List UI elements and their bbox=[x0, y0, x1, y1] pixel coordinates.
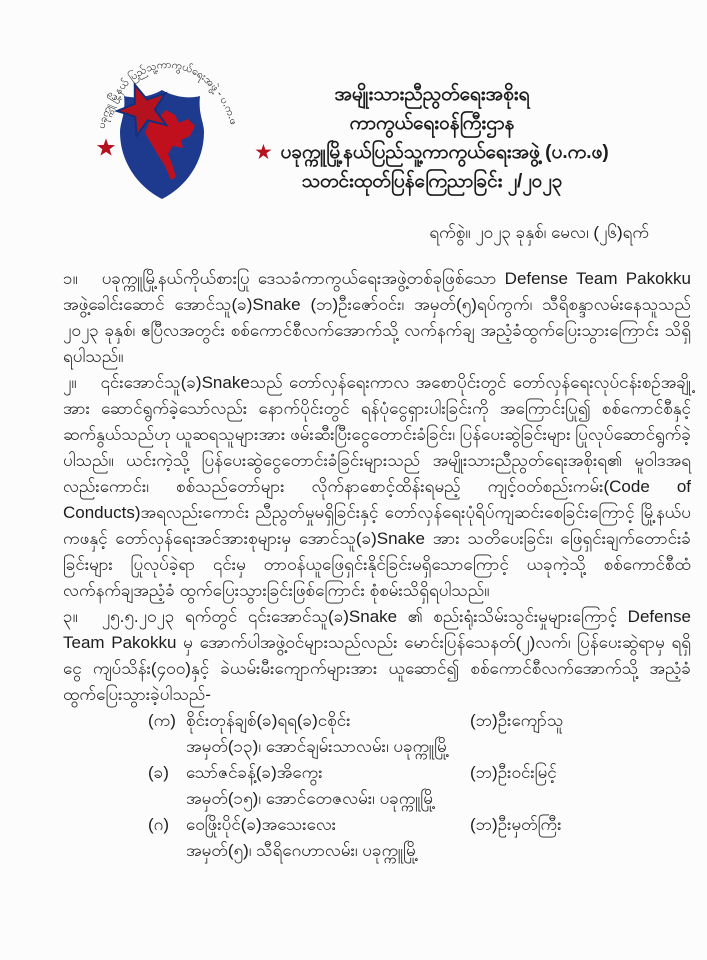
org-title: အမျိုးသားညီညွတ်ရေးအစိုးရ bbox=[334, 84, 530, 105]
body-text bbox=[63, 266, 691, 864]
statement-title: သတင်းထုတ်ပြန်ကြေညာခြင်း ၂/၂၀၂၃ bbox=[301, 171, 563, 192]
member-row-3 bbox=[148, 812, 691, 864]
member-3-name: ဝေဖြိုးပိုင်(ခ)အသေးလေး bbox=[186, 815, 337, 834]
member-2-address: အမှတ်(၁၅)၊ အောင်တေဇလမ်း၊ ပခုက္ကူမြို့ bbox=[186, 789, 436, 808]
ministry-title: ကာကွယ်ရေးဝန်ကြီးဌာန bbox=[349, 113, 515, 134]
paragraph-1-text: ပခုက္ကူမြို့နယ်ကိုယ်စားပြု ဒေသခံကာကွယ်ရေးအဖွဲ့တစ်ခုဖြစ်သော Defense Team Pakokku အဖွဲ့ခေါင်းဆောင် အောင်သူ(ခ)Snake (ဘ)ဦးဇော်ဝင်း၊ အမှတ်(၅)ရပ်ကွက်၊ သီရိစန္ဒာလမ်းနေသူသည် ၂၀၂၃ ခုနှစ်၊ ဧပြီလအတွင်း စစ်ကောင်စီလက်အောက်သို့ လက်နက်ချ အညံ့ခံထွက်ပြေးသွားကြောင်း သိရှိရပါသည်။ bbox=[63, 269, 691, 366]
member-2-father: (ဘ)ဦးဝင်းမြင့် bbox=[470, 763, 557, 782]
paragraph-1-number: ၁။ bbox=[63, 269, 78, 288]
member-1-father: (ဘ)ဦးကျော်သူ bbox=[470, 711, 564, 730]
paragraph-3-number: ၃။ bbox=[63, 607, 78, 626]
member-2-name: သော်ဇင်ခန့်(ခ)အိကွေး bbox=[186, 763, 323, 782]
paragraph-2-number: ၂။ bbox=[63, 373, 77, 392]
paragraph-2 bbox=[63, 370, 691, 604]
date-line: ရက်စွဲ။ ၂၀၂၃ ခုနှစ်၊ မေလ၊ (၂၆)ရက် bbox=[429, 223, 649, 242]
member-3-address: အမှတ်(၅)၊ သီရိဂေဟာလမ်း၊ ပခုက္ကူမြို့ bbox=[186, 841, 419, 860]
member-list bbox=[63, 708, 691, 864]
member-row-1 bbox=[148, 708, 691, 760]
member-row-2 bbox=[148, 760, 691, 812]
left-red-star-icon bbox=[97, 139, 115, 156]
force-title-line bbox=[222, 138, 642, 167]
paragraph-1 bbox=[63, 266, 691, 370]
paragraph-3 bbox=[63, 604, 691, 708]
member-3-label: (ဂ) bbox=[148, 815, 170, 834]
paragraph-3-text: ၂၅.၅.၂၀၂၃ ရက်တွင် ၎င်းအောင်သူ(ခ)Snake ၏ စည်းရုံးသိမ်းသွင်းမှုများကြောင့် Defense Team Pakokku မှ အောက်ပါအဖွဲ့ဝင်များသည်လည်း မောင်းပြန်သေနတ်(၂)လက်၊ ပြန်ပေးဆွဲရာမှ ရရှိငွေ ကျပ်သိန်း(၄၀၀)နှင့် ခဲယမ်းမီးကျောက်များအား ယူဆောင်၍ စစ်ကောင်စီလက်အောက်သို့ အညံ့ခံထွက်ပြေးသွားခဲ့ပါသည်- bbox=[63, 607, 691, 704]
paragraph-2-text: ၎င်းအောင်သူ(ခ)Snakeသည် တော်လှန်ရေးကာလ အစောပိုင်းတွင် တော်လှန်ရေးလုပ်ငန်းစဉ်အချို့အား ဆောင်ရွက်ခဲ့သော်လည်း နောက်ပိုင်းတွင် ရန်ပုံငွေရှားပါးခြင်းကို အကြောင်းပြု၍ စစ်ကောင်စီနှင့်ဆက်နွယ်သည်ဟု ယူဆရသူများအား ဖမ်းဆီးပြီးငွေတောင်းခံခြင်း၊ ပြန်ပေးဆွဲခြင်းများ ပြုလုပ်ဆောင်ရွက်ခဲ့ပါသည်။ ယင်းကဲ့သို့ ပြန်ပေးဆွဲငွေတောင်းခံခြင်းများသည် အမျိုးသားညီညွတ်ရေးအစိုးရ၏ မူဝါဒအရလည်းကောင်း၊ စစ်သည်တော်များ လိုက်နာစောင့်ထိန်းရမည့် ကျင့်ဝတ်စည်းကမ်း(Code of Conducts)အရလည်းကောင်း ညီညွတ်မှုမရှိခြင်းနှင့် တော်လှန်ရေးပုံရိပ်ကျဆင်းစေခြင်းကြောင့် မြို့နယ်ပကဖနှင့် တော်လှန်ရေးအင်အားစုများမှ အောင်သူ(ခ)Snake အား သတိပေးခြင်း၊ ဖြေရှင်းချက်တောင်းခံခြင်းများ ပြုလုပ်ခဲ့ရာ ၎င်းမှ တာဝန်ယူဖြေရှင်းနိုင်ခြင်းမရှိသောကြောင့် ယခုကဲ့သို့ စစ်ကောင်စီထံ လက်နက်ချအညံ့ခံ ထွက်ပြေးသွားခြင်းဖြစ်ကြောင်း စုံစမ်းသိရှိရပါသည်။ bbox=[63, 373, 691, 600]
red-star-bullet-icon: ★ bbox=[255, 142, 272, 162]
member-3-father: (ဘ)ဦးမှတ်ကြီး bbox=[470, 815, 562, 834]
member-1-name: စိုင်းတုန်ချစ်(ခ)ရရ(ခ)ငစိုင်း bbox=[186, 711, 351, 730]
letterhead bbox=[222, 80, 642, 196]
force-title: ပခုက္ကူမြို့နယ်ပြည်သူ့ကာကွယ်ရေးအဖွဲ့ (ပ.က.ဖ) bbox=[280, 142, 609, 163]
pdf-force-logo bbox=[78, 46, 246, 208]
member-1-address: အမှတ်(၁၃)၊ အောင်ချမ်းသာလမ်း၊ ပခုက္ကူမြို့ bbox=[186, 737, 450, 756]
member-1-label: (က) bbox=[148, 711, 176, 730]
member-2-label: (ခ) bbox=[148, 763, 169, 782]
logo-arc-text: ပခုက္ကူ မြို့နယ် ပြည်သူ့ကာကွယ်ရေးအဖွဲ့ - ပ.က.ဖ bbox=[95, 58, 240, 130]
